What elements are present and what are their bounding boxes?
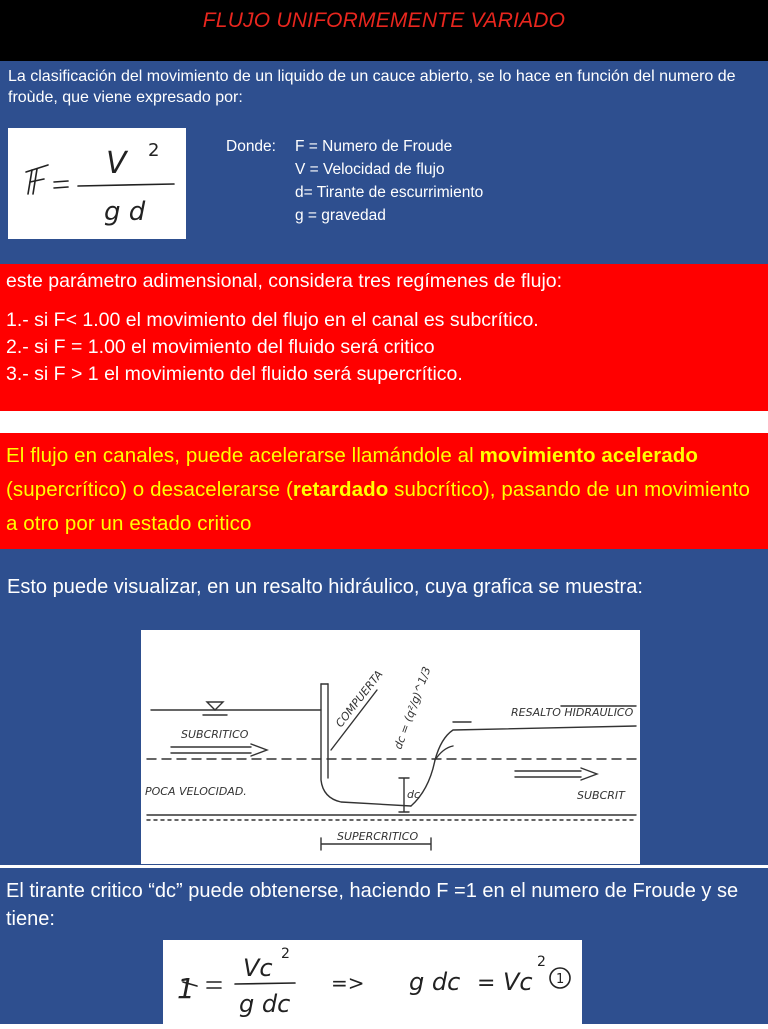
critical-depth-text: El tirante critico “dc” puede obtenerse, haciendo F =1 en el numero de Froude y se tiene:	[6, 880, 739, 930]
regime-item: 3.- si F > 1 el movimiento del fluido será supercrítico.	[6, 363, 463, 385]
critical-depth-section	[0, 868, 768, 1024]
label-dc-formula: dc = (q²/g)^1/3	[391, 664, 434, 752]
regimes-intro: este parámetro adimensional, considera tres regímenes de flujo:	[6, 270, 563, 292]
critical-depth-formula-image	[163, 940, 582, 1024]
acceleration-bold-retarded: retardado	[292, 478, 389, 501]
formula2-exponent: 2	[281, 946, 290, 962]
definition-item: d= Tirante de escurrimiento	[295, 184, 484, 201]
formula-exponent: 2	[148, 140, 160, 161]
divider	[0, 411, 768, 433]
definitions-list	[226, 135, 483, 227]
label-resalto: RESALTO HIDRAULICO	[511, 706, 634, 719]
label-subcritico-left: SUBCRITICO	[181, 728, 249, 741]
froude-formula-image	[8, 128, 186, 239]
formula2-lhs: 1	[177, 972, 195, 1005]
formula2-rhs-left: g dc	[409, 968, 461, 996]
formula2-denominator: g dc	[239, 990, 291, 1018]
regime-item: 2.- si F = 1.00 el movimiento del fluido será critico	[6, 336, 435, 358]
definitions-label: Donde:	[226, 138, 276, 155]
acceleration-text: subcrítico), pasando de un movimiento a otro por un estado critico	[6, 478, 750, 535]
visualization-section	[0, 549, 768, 865]
formula2-arrow: =>	[331, 971, 365, 995]
definition-item: g = gravedad	[295, 207, 386, 224]
label-supercritico: SUPERCRITICO	[337, 830, 419, 843]
formula2-numerator: Vc	[243, 954, 273, 982]
page-title: FLUJO UNIFORMEMENTE VARIADO	[202, 9, 566, 32]
acceleration-text: (supercrítico) o desacelerarse (	[6, 478, 293, 501]
formula2-rhs-exponent: 2	[537, 954, 546, 970]
formula2-rhs-eq: =	[477, 971, 496, 996]
hydraulic-jump-diagram	[141, 630, 640, 864]
formula2-rhs-right: Vc	[503, 968, 533, 996]
formula-denominator: g d	[104, 197, 146, 227]
title-bar	[0, 0, 768, 61]
definition-item: V = Velocidad de flujo	[295, 161, 445, 178]
intro-section	[0, 61, 768, 264]
formula2-tag: 1	[556, 972, 565, 987]
intro-text: La clasificación del movimiento de un liquido de un cauce abierto, se lo hace en función del numero de froùde, que viene expresado por:	[8, 68, 736, 106]
formula-numerator: V	[106, 146, 127, 181]
regime-item: 1.- si F< 1.00 el movimiento del flujo en el canal es subcrítico.	[6, 309, 539, 331]
label-compuerta: COMPUERTA	[333, 667, 386, 730]
label-subcritico-right: SUBCRIT	[577, 789, 625, 802]
label-poca-velocidad: POCA VELOCIDAD.	[145, 785, 247, 798]
label-dc-small: dc	[407, 788, 421, 801]
regimes-section	[0, 264, 768, 411]
definition-item: F = Numero de Froude	[295, 138, 453, 155]
acceleration-section	[0, 433, 768, 549]
visualization-text: Esto puede visualizar, en un resalto hidráulico, cuya grafica se muestra:	[7, 576, 643, 598]
acceleration-text: El flujo en canales, puede acelerarse llamándole al	[6, 444, 480, 467]
acceleration-bold-accelerated: movimiento acelerado	[479, 444, 699, 467]
